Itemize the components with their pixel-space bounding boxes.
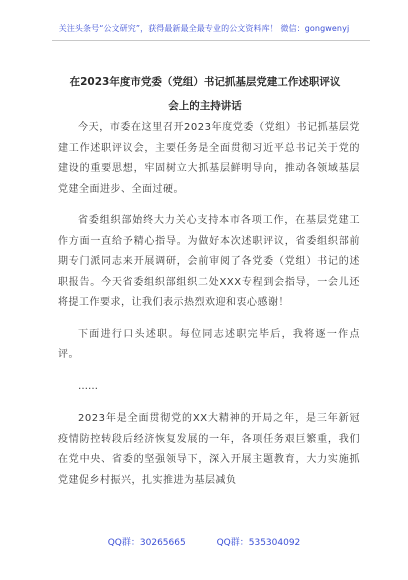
- header-banner: 关注头条号“公文研究”，获得最新最全最专业的公文资料库！ 微信：gongwenyj: [58, 24, 350, 33]
- footer-qq-group-2: QQ群：535304092: [216, 538, 301, 548]
- paragraph: 今天，市委在这里召开2023年度党委（党组）书记抓基层党建工作述职评议会，主要任务是全面贯彻习近平总书记关于党的建设的重要思想，牢固树立大抓基层鲜明导向，推动各领域基层党建全面进步、全面过硬。: [58, 122, 360, 195]
- footer-qq-group-1: QQ群：30265665: [107, 538, 186, 548]
- paragraph: 下面进行口头述职。每位同志述职完毕后，我将逐一作点评。: [58, 328, 360, 360]
- paragraph: 2023年是全面贯彻党的XX大精神的开局之年，是三年新冠疫情防控转段后经济恢复发展的一年，各项任务艰巨繁重，我们在党中央、省委的坚强领导下，深入开展主题教育，大力实施抓党建促乡村振兴，扎实推进为基层减负: [58, 413, 360, 486]
- title-line-2: 会上的主持讲话: [168, 100, 242, 112]
- title-line-1: 在2023年度市党委（党组）书记抓基层党建工作述职评议: [69, 76, 341, 88]
- ellipsis-paragraph: ……: [78, 380, 98, 392]
- header-divider: [52, 40, 370, 41]
- document-title: [40, 70, 370, 118]
- document-body: [58, 118, 360, 502]
- paragraph: 省委组织部始终大力关心支持本市各项工作，在基层党建工作方面一直给予精心指导。为做好本次述职评议，省委组织部前期专门派同志来开展调研，会前审阅了各党委（党组）书记的述职报告。今天省委组织部组织二处XXX专程到会指导，一会儿还将提工作要求，让我们表示热烈欢迎和衷心感谢！: [58, 215, 360, 308]
- footer: [0, 535, 408, 548]
